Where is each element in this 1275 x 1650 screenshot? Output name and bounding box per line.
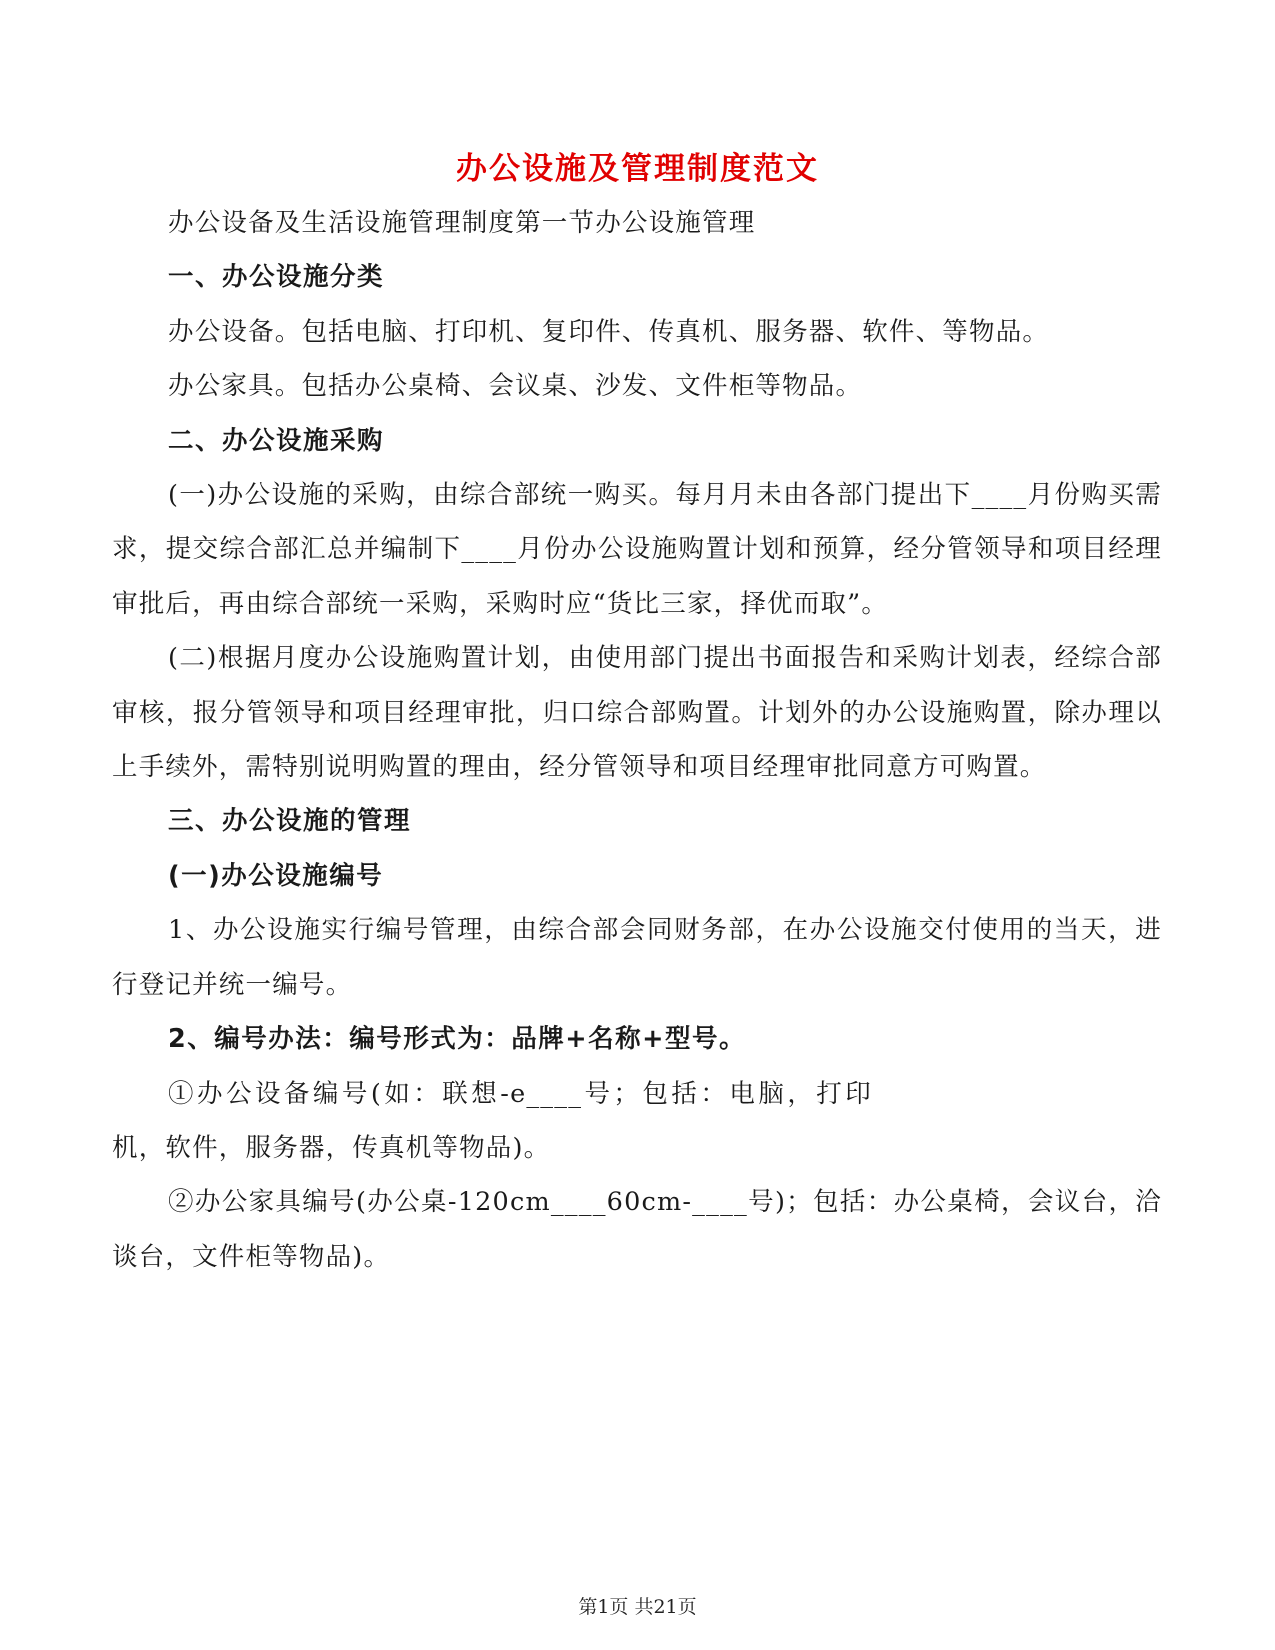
paragraph-numbering-1: 1、办公设施实行编号管理，由综合部会同财务部，在办公设施交付使用的当天，进行登记并统一编号。 — [112, 915, 1162, 1000]
document-body — [112, 196, 1162, 1284]
paragraph-intro: 办公设备及生活设施管理制度第一节办公设施管理 — [168, 208, 756, 238]
paragraph-purchase-1: (一)办公设施的采购，由综合部统一购买。每月月未由各部门提出下____月份购买需求，提交综合部汇总并编制下____月份办公设施购置计划和预算，经分管领导和项目经理审批后，再由综合部统一采购，采购时应“货比三家，择优而取”。 — [112, 480, 1162, 619]
section-heading-2: 二、办公设施采购 — [168, 425, 385, 456]
paragraph-furniture: 办公家具。包括办公桌椅、会议桌、沙发、文件柜等物品。 — [168, 371, 863, 402]
section-heading-1: 一、办公设施分类 — [168, 262, 385, 293]
paragraph-purchase-2: (二)根据月度办公设施购置计划，由使用部门提出书面报告和采购计划表，经综合部审核，报分管领导和项目经理审批，归口综合部购置。计划外的办公设施购置，除办理以上手续外，需特别说明购置的理由，经分管领导和项目经理审批同意方可购置。 — [112, 643, 1162, 783]
paragraph-furniture-code: ②办公家具编号(办公桌-120cm____60cm-____号)；包括：办公桌椅，会议台，洽谈台，文件柜等物品)。 — [112, 1187, 1162, 1272]
paragraph-equipment-code: ①办公设备编号(如：联想-e____号；包括：电脑，打印机，软件，服务器，传真机等物品)。 — [112, 1078, 872, 1163]
page-number: 第1页 共21页 — [578, 1596, 697, 1618]
section-heading-3: 三、办公设施的管理 — [168, 806, 412, 837]
document-title: 办公设施及管理制度范文 — [456, 151, 819, 187]
paragraph-equipment: 办公设备。包括电脑、打印机、复印件、传真机、服务器、软件、等物品。 — [168, 316, 1050, 347]
paragraph-numbering-2: 2、编号办法：编号形式为：品牌+名称+型号。 — [168, 1024, 746, 1055]
subsection-heading-numbering: (一)办公设施编号 — [168, 860, 384, 891]
